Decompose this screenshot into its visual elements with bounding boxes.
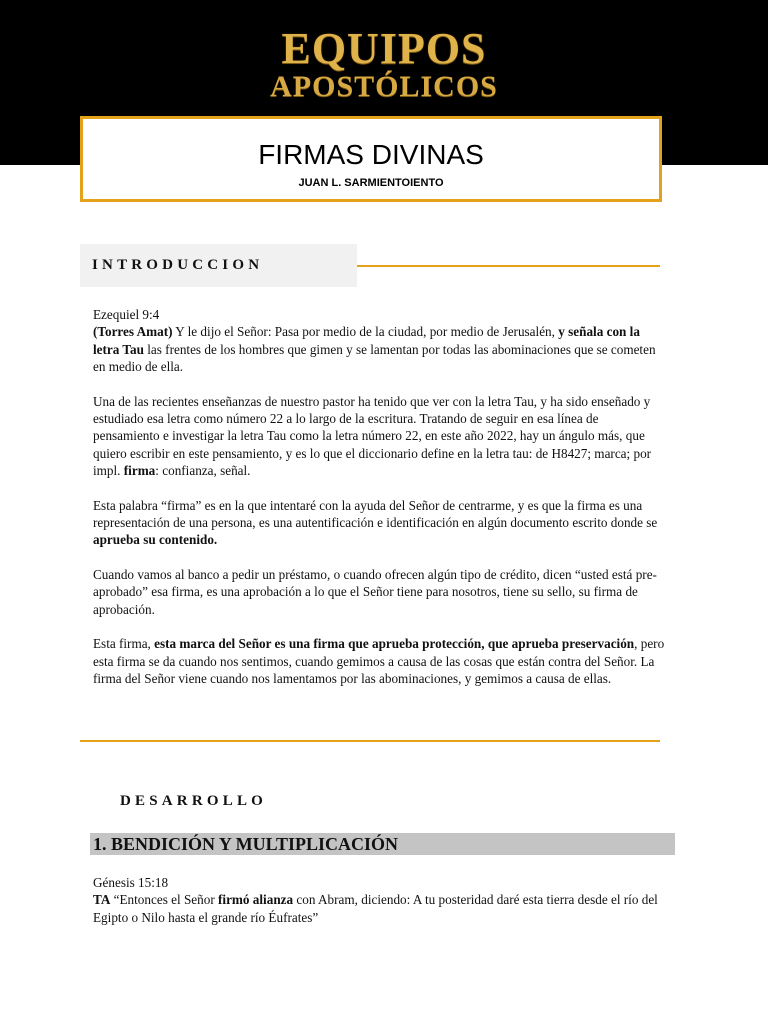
author: JUAN L. SARMIENTOIENTO <box>298 177 444 189</box>
paragraph: Esta firma, esta marca del Señor es una firma que aprueba protección, que aprueba preservación, pero esta firma se da cuando nos sentimos, cuando gemimos a causa de las cosas que están contra del Señor. La firma del Señor viene cuando nos lamentamos por las abominaciones, y gemimos a causa de ellas. <box>93 636 665 686</box>
intro-body <box>93 306 668 687</box>
divider <box>357 265 660 267</box>
section-title-bar <box>90 833 675 855</box>
title-box <box>80 116 662 202</box>
verse-ref: Génesis 15:18 <box>93 875 169 890</box>
divider <box>80 740 660 742</box>
paragraph: Cuando vamos al banco a pedir un préstamo, o cuando ofrecen algún tipo de crédito, dicen “usted está pre-aprobado” esa firma, es una aprobación a lo que el Señor tiene para nosotros, tiene su sello, su firma de aprobación. <box>93 566 657 617</box>
page-title: FIRMAS DIVINAS <box>258 139 484 170</box>
paragraph: Esta palabra “firma” es en la que intentaré con la ayuda del Señor de centrarme, y es que la firma es una representación de una persona, es una autentificación e identificación en algún documento escrito donde se aprueba su contenido. <box>93 497 658 548</box>
desarrollo-heading: DESARROLLO <box>120 793 268 809</box>
verse-ref: Ezequiel 9:4 <box>93 307 160 322</box>
intro-heading: INTRODUCCION <box>92 257 264 273</box>
desarrollo-body <box>93 874 668 926</box>
section-title: 1. BENDICIÓN Y MULTIPLICACIÓN <box>93 834 399 854</box>
paragraph: TA “Entonces el Señor firmó alianza con Abram, diciendo: A tu posteridad daré esta tierra desde el río del Egipto o Nilo hasta el grande río Éufrates” <box>93 892 658 925</box>
paragraph: (Torres Amat) Y le dijo el Señor: Pasa por medio de la ciudad, por medio de Jerusalén, y señala con la letra Tau las frentes de los hombres que gimen y se lamentan por todas las abominaciones que se cometen en medio de ella. <box>93 324 656 375</box>
logo-line1: EQUIPOS <box>281 24 487 73</box>
intro-heading-box <box>80 244 357 287</box>
logo-line2: APOSTÓLICOS <box>270 70 498 103</box>
paragraph: Una de las recientes enseñanzas de nuestro pastor ha tenido que ver con la letra Tau, y ha sido enseñado y estudiado esa letra como número 22 a lo largo de la escritura. Tratando de seguir en esa línea de pensamiento e investigar la letra Tau como la letra número 22, en este año 2022, hay un ángulo más, que quiero escribir en este pensamiento, y es lo que el diccionario define en la letra tau: de H8427; marca; por impl. firma: confianza, señal. <box>93 393 652 479</box>
logo <box>0 26 768 102</box>
